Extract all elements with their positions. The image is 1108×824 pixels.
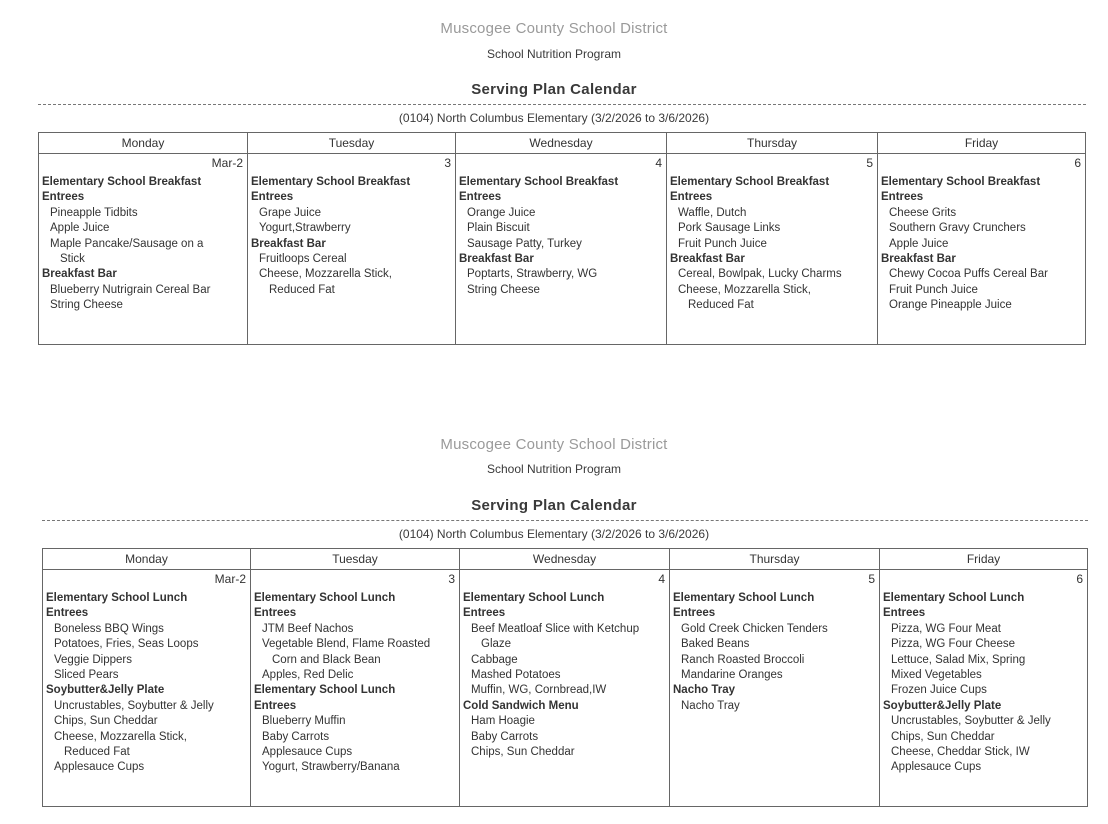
menu-item: Chewy Cocoa Puffs Cereal Bar [889,268,1048,281]
weekday-header: Thursday [670,549,880,570]
menu-item: Frozen Juice Cups [891,684,987,697]
menu-section-heading: Breakfast Bar [881,253,956,266]
menu-item: Sausage Patty, Turkey [467,237,582,250]
menu-list [43,587,250,776]
calendar-title: Serving Plan Calendar [471,81,637,98]
menu-item: Cereal, Bowlpak, Lucky Charms [678,268,842,281]
day-cell [43,570,251,807]
menu-item: String Cheese [467,283,540,296]
day-cell [248,154,456,345]
district-name: Muscogee County School District [440,436,668,453]
title-divider [42,520,1088,521]
menu-section-heading: Elementary School Breakfast [670,176,830,188]
menu-item: Gold Creek Chicken Tenders [681,622,828,635]
menu-section-heading: Entrees [881,191,924,204]
menu-item: Pizza, WG Four Cheese [891,638,1015,651]
day-cell [667,154,878,345]
menu-section-heading: Entrees [463,607,506,620]
menu-item: Fruit Punch Juice [889,283,978,296]
menu-list [878,171,1085,314]
school-date-range: (0104) North Columbus Elementary (3/2/2026 to 3/6/2026) [398,527,710,541]
menu-section-heading: Elementary School Lunch [673,592,815,604]
menu-item: Cheese, Mozzarella Stick, [678,283,811,296]
menu-section-heading: Elementary School Lunch [463,592,605,604]
menu-item: Orange Juice [467,206,536,219]
menu-item: Fruit Punch Juice [678,237,767,250]
menu-section-heading: Elementary School Breakfast [42,176,202,188]
menu-section-heading: Soybutter&Jelly Plate [46,684,165,697]
menu-item: Southern Gravy Crunchers [889,222,1026,235]
menu-item: Reduced Fat [269,283,335,296]
weekday-header: Thursday [667,133,878,154]
menu-item: Blueberry Muffin [262,715,346,728]
menu-item: Poptarts, Strawberry, WG [467,268,598,281]
menu-item: Pineapple Tidbits [50,206,138,219]
menu-item: Chips, Sun Cheddar [891,730,995,743]
day-date: Mar-2 [214,572,246,586]
menu-section-heading: Elementary School Lunch [883,592,1025,604]
menu-item: Applesauce Cups [54,761,145,774]
menu-item: Orange Pineapple Juice [889,299,1012,312]
menu-section-heading: Entrees [673,607,716,620]
menu-item: Yogurt, Strawberry/Banana [262,761,400,774]
menu-item: Applesauce Cups [891,761,982,774]
day-date: 6 [1076,572,1083,586]
program-name: School Nutrition Program [486,47,622,61]
menu-item: Mashed Potatoes [471,669,561,682]
weekday-header: Wednesday [460,549,670,570]
weekday-header: Wednesday [456,133,667,154]
school-date-range: (0104) North Columbus Elementary (3/2/2026 to 3/6/2026) [398,111,710,125]
menu-section-heading: Nacho Tray [673,684,735,697]
menu-item: Baby Carrots [471,730,539,743]
menu-item: Cheese Grits [889,206,957,219]
day-cell [880,570,1088,807]
day-date: Mar-2 [211,156,243,170]
title-divider [38,104,1086,105]
menu-item: Stick [60,253,85,266]
menu-item: Cheese, Mozzarella Stick, [259,268,392,281]
district-name: Muscogee County School District [440,20,668,37]
menu-section-heading: Elementary School Breakfast [881,176,1041,188]
day-date: 5 [866,156,873,170]
weekday-header-row [39,133,1086,154]
menu-item: Mandarine Oranges [681,669,783,682]
menu-item: Cabbage [471,653,518,666]
menu-section-heading: Breakfast Bar [42,268,117,281]
menu-item: Ranch Roasted Broccoli [681,653,805,666]
menu-section-heading: Elementary School Lunch [46,592,188,604]
menu-item: Yogurt,Strawberry [259,222,351,235]
day-cell [878,154,1086,345]
menu-section-heading: Entrees [254,607,297,620]
day-cell [460,570,670,807]
menu-item: Veggie Dippers [54,653,132,666]
menu-section-heading: Cold Sandwich Menu [463,699,579,712]
menu-item: Baked Beans [681,638,750,651]
menu-item: Corn and Black Bean [272,653,381,666]
menu-section-heading: Entrees [42,191,85,204]
menu-list [460,587,669,760]
menu-item: Vegetable Blend, Flame Roasted [262,638,431,651]
menu-list [248,171,455,298]
menu-list [39,171,247,314]
menu-item: Fruitloops Cereal [259,253,347,266]
menu-row [43,570,1088,807]
menu-item: Uncrustables, Soybutter & Jelly [891,715,1051,728]
menu-item: Potatoes, Fries, Seas Loops [54,638,199,651]
menu-section-heading: Entrees [883,607,926,620]
menu-item: Glaze [481,638,512,651]
menu-section-heading: Elementary School Lunch [254,592,396,604]
menu-item: Reduced Fat [688,299,754,312]
calendar-title: Serving Plan Calendar [471,497,637,514]
menu-section-heading: Entrees [46,607,89,620]
menu-item: Muffin, WG, Cornbread,IW [471,684,607,697]
menu-item: Ham Hoagie [471,715,535,728]
menu-list [670,587,879,714]
menu-item: Sliced Pears [54,669,119,682]
day-date: 3 [444,156,451,170]
menu-item: Baby Carrots [262,730,330,743]
menu-item: Apple Juice [889,237,949,250]
menu-item: JTM Beef Nachos [262,622,354,635]
day-cell [456,154,667,345]
menu-section-heading: Elementary School Breakfast [251,176,411,188]
lunch-calendar [42,548,1088,807]
day-date: 5 [868,572,875,586]
menu-item: Lettuce, Salad Mix, Spring [891,653,1026,666]
menu-item: Mixed Vegetables [891,669,982,682]
menu-list [456,171,666,298]
menu-item: Pork Sausage Links [678,222,781,235]
weekday-header: Tuesday [248,133,456,154]
menu-item: Chips, Sun Cheddar [54,715,158,728]
weekday-header-row [43,549,1088,570]
menu-item: Applesauce Cups [262,746,353,759]
day-cell [670,570,880,807]
menu-item: Blueberry Nutrigrain Cereal Bar [50,283,211,296]
menu-section-heading: Elementary School Breakfast [459,176,619,188]
day-date: 4 [655,156,662,170]
menu-item: Grape Juice [259,206,322,219]
menu-list [251,587,459,776]
menu-item: Apples, Red Delic [262,669,354,682]
menu-item: Chips, Sun Cheddar [471,746,575,759]
menu-section-heading: Breakfast Bar [459,253,534,266]
day-cell [251,570,460,807]
menu-item: Reduced Fat [64,746,130,759]
menu-section-heading: Elementary School Lunch [254,684,396,697]
menu-section-heading: Entrees [459,191,502,204]
menu-section-heading: Breakfast Bar [670,253,745,266]
menu-section-heading: Entrees [254,699,297,712]
menu-section-heading: Breakfast Bar [251,237,326,250]
day-date: 4 [658,572,665,586]
menu-item: Waffle, Dutch [678,206,747,219]
menu-item: Maple Pancake/Sausage on a [50,237,204,250]
menu-item: Uncrustables, Soybutter & Jelly [54,699,214,712]
breakfast-calendar [38,132,1086,345]
weekday-header: Friday [878,133,1086,154]
menu-section-heading: Entrees [251,191,294,204]
menu-item: String Cheese [50,299,123,312]
menu-section-heading: Soybutter&Jelly Plate [883,699,1002,712]
menu-item: Apple Juice [50,222,110,235]
menu-item: Cheese, Mozzarella Stick, [54,730,187,743]
menu-list [667,171,877,314]
menu-item: Plain Biscuit [467,222,530,235]
weekday-header: Tuesday [251,549,460,570]
menu-section-heading: Entrees [670,191,713,204]
menu-item: Beef Meatloaf Slice with Ketchup [471,622,640,635]
weekday-header: Monday [39,133,248,154]
program-name: School Nutrition Program [486,462,622,476]
weekday-header: Monday [43,549,251,570]
day-date: 3 [448,572,455,586]
menu-row [39,154,1086,345]
menu-item: Nacho Tray [681,699,740,712]
weekday-header: Friday [880,549,1088,570]
menu-item: Boneless BBQ Wings [54,622,164,635]
menu-item: Pizza, WG Four Meat [891,622,1001,635]
menu-list [880,587,1087,776]
day-date: 6 [1074,156,1081,170]
menu-item: Cheese, Cheddar Stick, IW [891,746,1030,759]
day-cell [39,154,248,345]
